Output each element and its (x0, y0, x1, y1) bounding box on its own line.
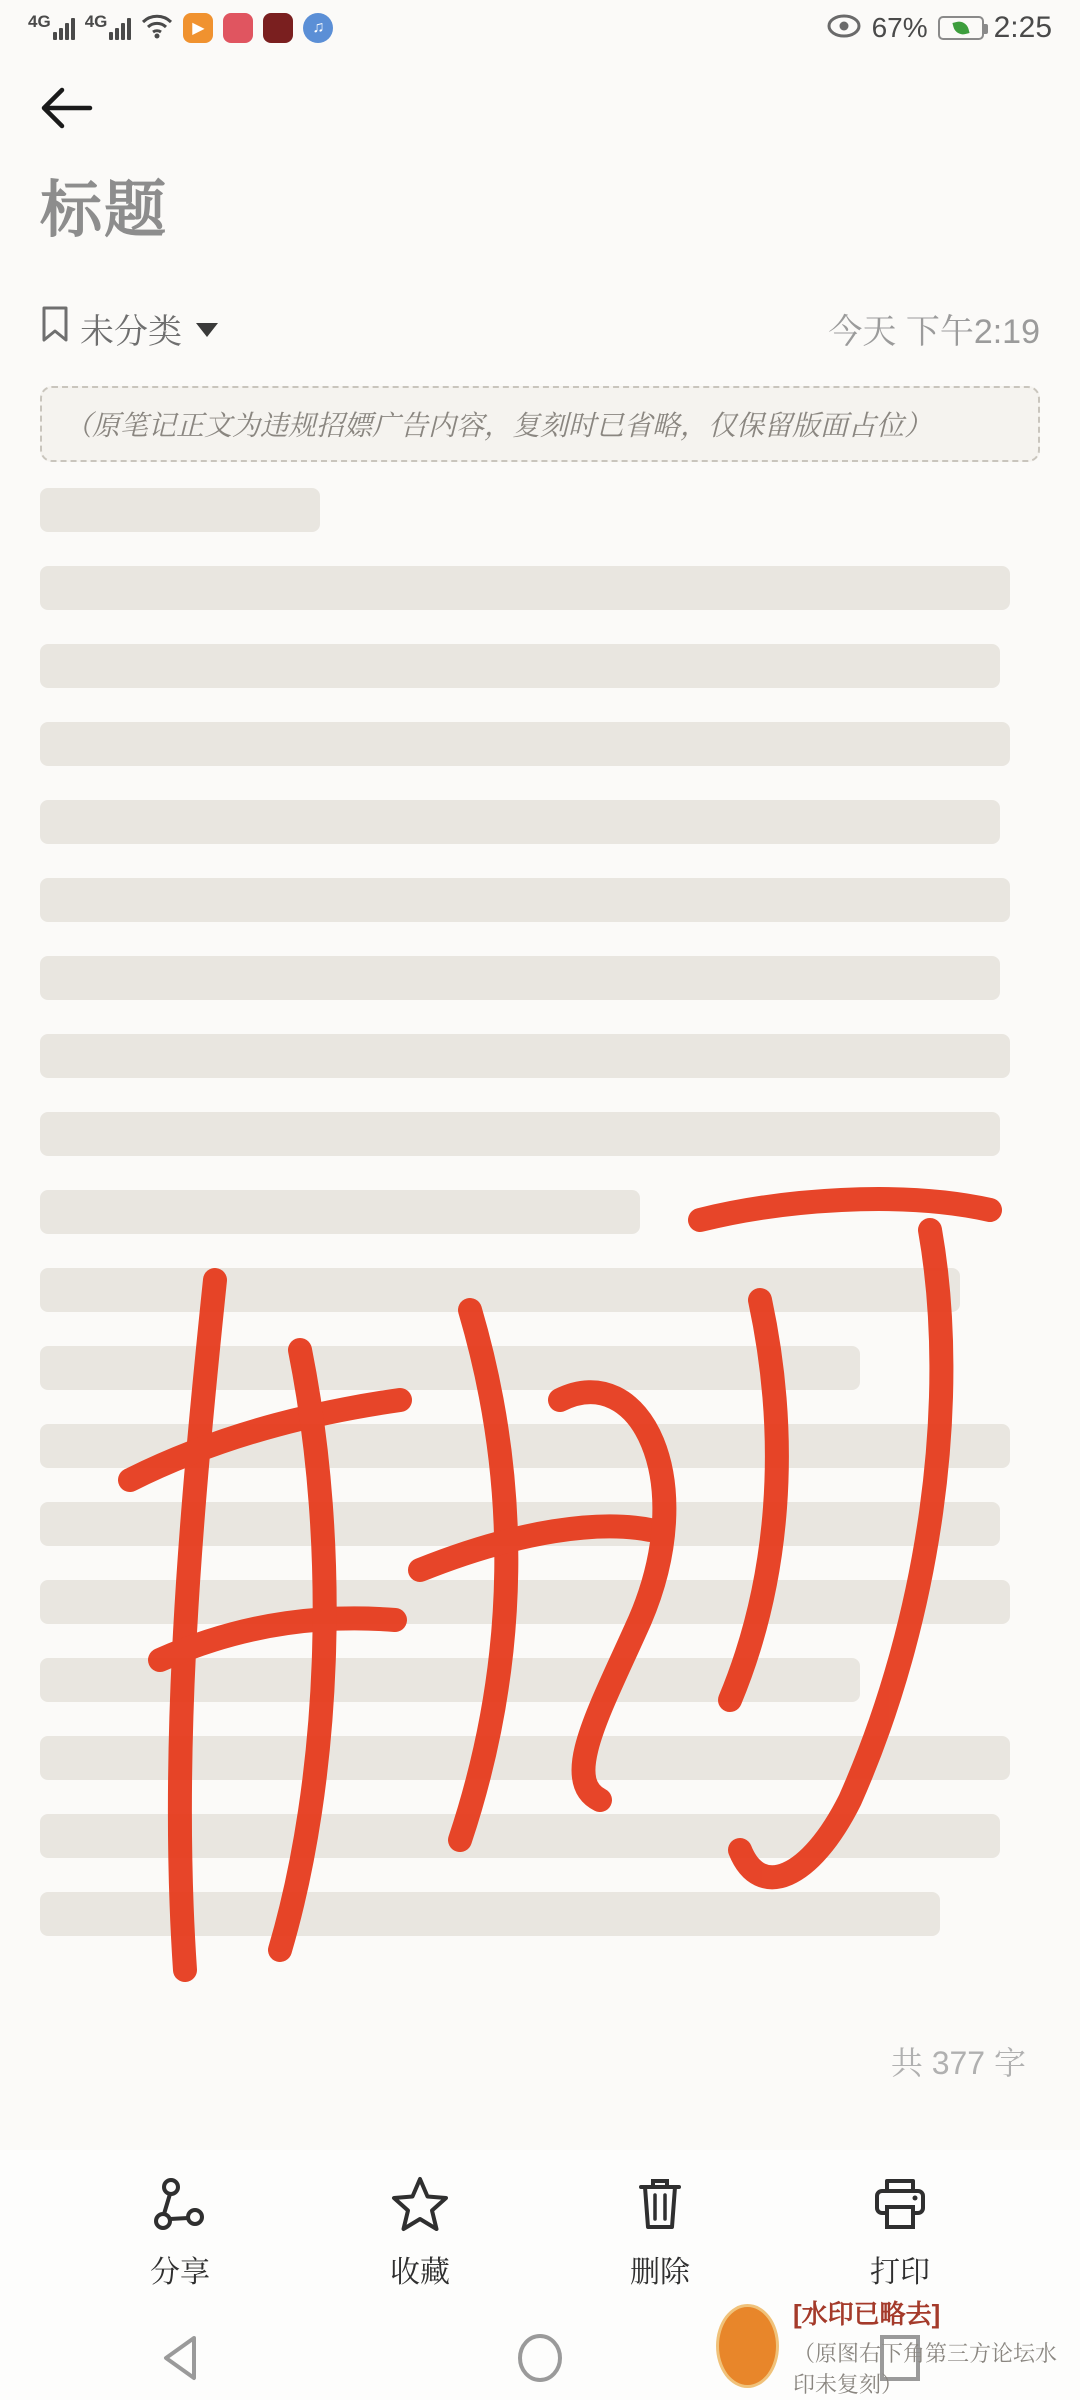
category-label: 未分类 (80, 312, 182, 351)
video-app-icon: ▶ (183, 13, 213, 43)
note-body[interactable] (40, 380, 1040, 2020)
watermark-logo-placeholder (716, 2304, 779, 2388)
share-label: 分享 (150, 2256, 210, 2289)
delete-label: 删除 (630, 2256, 690, 2289)
redacted-line (40, 1268, 960, 1312)
watermark-redaction-label: [水印已略去] (792, 2298, 941, 2329)
bottom-toolbar (0, 2150, 1080, 2316)
favorite-label: 收藏 (390, 2256, 450, 2289)
redacted-line (40, 1190, 640, 1234)
redacted-line (40, 1814, 1000, 1858)
chevron-down-icon (196, 323, 218, 337)
redaction-notice: （原笔记正文为违规招嫖广告内容，复刻时已省略，仅保留版面占位） (40, 386, 1040, 462)
favorite-button[interactable] (350, 2175, 490, 2291)
print-button[interactable] (830, 2175, 970, 2291)
signal-4g-icon-2: 4G (85, 16, 132, 40)
music-app-icon: ♫ (303, 13, 333, 43)
redacted-line (40, 1502, 1000, 1546)
redacted-line (40, 1346, 860, 1390)
wifi-icon (141, 13, 173, 44)
redacted-line (40, 1112, 1000, 1156)
redacted-text-lines (40, 488, 1040, 1936)
note-timestamp: 今天 下午2:19 (828, 312, 1040, 351)
back-button[interactable] (36, 80, 96, 140)
share-icon (151, 2175, 209, 2233)
back-triangle-icon (158, 2334, 202, 2382)
redacted-line (40, 566, 1010, 610)
note-meta-row (40, 300, 1040, 356)
redacted-line (40, 722, 1010, 766)
nav-back-button[interactable] (0, 2334, 360, 2382)
redacted-line (40, 1736, 1010, 1780)
home-circle-icon (514, 2332, 566, 2384)
print-label: 打印 (870, 2256, 930, 2289)
redacted-line (40, 878, 1010, 922)
status-bar (0, 0, 1080, 56)
star-icon (389, 2175, 451, 2233)
dark-app-icon (263, 13, 293, 43)
redacted-line (40, 644, 1000, 688)
redacted-line (40, 1424, 1010, 1468)
back-arrow-icon (38, 84, 94, 137)
status-time: 2:25 (993, 11, 1052, 44)
redacted-line (40, 1658, 860, 1702)
third-party-watermark-redacted (716, 2298, 1066, 2397)
redacted-line (40, 488, 320, 532)
redacted-line (40, 1892, 940, 1936)
trash-icon (633, 2175, 687, 2233)
category-selector[interactable] (40, 304, 218, 353)
word-count: 共 377 字 (890, 2045, 1026, 2081)
bookmark-icon (40, 305, 70, 352)
redacted-line (40, 800, 1000, 844)
printer-icon (871, 2175, 929, 2233)
note-title-placeholder[interactable]: 标题 (40, 176, 169, 245)
battery-icon (938, 16, 984, 40)
redacted-line (40, 1580, 1010, 1624)
signal-4g-icon: 4G (28, 16, 75, 40)
delete-button[interactable] (590, 2175, 730, 2291)
watermark-redaction-note: （原图右下角第三方论坛水印未复刻） (792, 2340, 1057, 2397)
eye-icon (826, 13, 862, 44)
redacted-line (40, 956, 1000, 1000)
red-app-icon (223, 13, 253, 43)
battery-percent: 67% (871, 12, 928, 43)
redacted-line (40, 1034, 1010, 1078)
nav-home-button[interactable] (360, 2332, 720, 2384)
share-button[interactable] (110, 2175, 250, 2291)
